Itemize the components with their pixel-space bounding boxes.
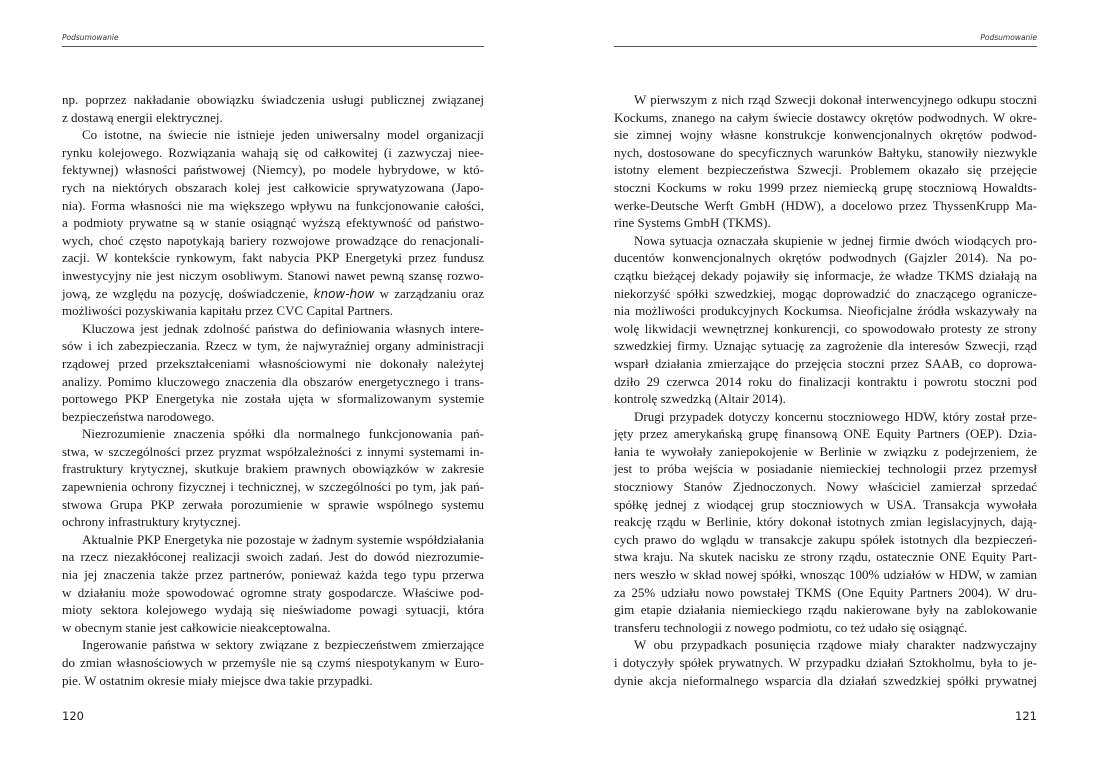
text-line: bezpieczeństwa narodowego. bbox=[62, 408, 215, 424]
body-text bbox=[62, 91, 484, 689]
text-line: na rzecz niezakłóconej realizacji swoich zadań. Jest do dowód niezrozumie- bbox=[62, 549, 484, 565]
text-line: Nowa sytuacja oznaczała skupienie w jednej firmie dwóch wiodących pro- bbox=[634, 232, 1037, 248]
text-line: rych na niektórych obszarach kolej jest całkowicie sprywatyzowana (Japo- bbox=[62, 179, 484, 195]
text-line: np. poprzez nakładanie obowiązku świadczenia usługi publicznej związanej bbox=[62, 92, 484, 107]
text-line: stoczni Kockums w roku 1999 przez niemiecką grupę stoczniową Howaldts- bbox=[614, 179, 1037, 195]
text-line: W obu przypadkach posunięcia rządowe miały charakter nadzwyczajny bbox=[634, 637, 1037, 653]
text-line: gim etapie działania niemieckiego rządu nakierowane były na zablokowanie bbox=[614, 602, 1037, 618]
text-line: z dostawą energii elektrycznej. bbox=[62, 109, 223, 125]
text-line: kontrolę szwedzką (Altair 2014). bbox=[614, 391, 786, 407]
text-line: istotny element bezpieczeństwa Szwecji. Problemem okazało się przejęcie bbox=[614, 162, 1037, 178]
page-number: 120 bbox=[62, 709, 84, 723]
text-line: rządowej przed przekształceniami własnościowymi nie dokonały należytej bbox=[62, 355, 484, 371]
text-line: fektywnej) własności państwowej (Niemcy), po modele hybrydowe, w któ- bbox=[62, 162, 484, 178]
body-text bbox=[614, 91, 1037, 689]
right-page bbox=[614, 0, 1037, 776]
text-line: stwa, w szczególności przez pryzmat współzależności z innymi systemami in- bbox=[62, 443, 484, 459]
text-line: inwestycyjny nie jest niczym osobliwym. Stanowi nawet pewną szansę rozwo- bbox=[62, 267, 484, 283]
text-line: stwa kraju. Na skutek nacisku ze strony rządu, ostatecznie ONE Equity Part- bbox=[614, 549, 1037, 565]
text-line: a podmioty prywatne są w stanie osiągnąć wyższą efektywność od państwo- bbox=[62, 215, 484, 231]
running-head bbox=[614, 33, 1037, 47]
text-line: reakcję rządu w Berlinie, który dokonał istotnych zmian legislacyjnych, dają- bbox=[614, 514, 1037, 530]
text-line: Niezrozumienie znaczenia spółki dla normalnego funkcjonowania pań- bbox=[82, 426, 484, 442]
text-line: rine Systems GmbH (TKMS). bbox=[614, 215, 771, 231]
text-line: łania te wywołały zaniepokojenie w Berlinie w związku z podejrzeniem, że bbox=[614, 443, 1037, 459]
running-head bbox=[62, 33, 484, 47]
text-line: i dotyczyły spółek prywatnych. W przypadku działań Sztokholmu, była to je- bbox=[614, 655, 1037, 670]
text-line: w obecnym stanie jest całkowicie nieakceptowalna. bbox=[62, 619, 331, 635]
text-line: cych prawo do wglądu w transakcje zakupu spółek istotnych dla bezpieczeń- bbox=[614, 531, 1037, 547]
text-line: zacji. W kontekście rynkowym, fakt nabycia PKP Energetyki przez fundusz bbox=[62, 250, 484, 266]
text-line: Co istotne, na świecie nie istnieje jeden uniwersalny model organizacji bbox=[82, 127, 484, 143]
text-line: stoczniowy Stanów Zjednoczonych. Nowy właściciel zamierzał sprzedać bbox=[614, 479, 1037, 495]
text-line: ners weszło w skład nowej spółki, wnosząc 100% udziałów w HDW, w zamian bbox=[614, 567, 1037, 583]
running-head-text: Podsumowanie bbox=[62, 33, 119, 42]
text-line: jęty przez amerykańską grupę finansową ONE Equity Partners (OEP). Dzia- bbox=[614, 426, 1037, 442]
text-line: szwedzkiej firmy. Uznając sytuację za zagrożenie dla interesów Szwecji, rząd bbox=[614, 338, 1037, 354]
text-line: niekorzyść spółki szwedzkiej, mogąc doprowadzić do znaczącego ogranicze- bbox=[614, 285, 1037, 301]
text-line: nia). Forma własności nie ma większego wpływu na funkcjonowanie całości, bbox=[62, 197, 484, 213]
text-line: portowego PKP Energetyka nie została ujęta w sformalizowanym systemie bbox=[62, 391, 484, 407]
text-line: mioty sektora kolejowego wydają się nieświadome powagi sytuacji, która bbox=[62, 602, 484, 618]
text-line: do zmian własnościowych w przemyśle nie są czymś niespotykanym w Euro- bbox=[62, 655, 484, 670]
text-line: Kluczowa jest jednak zdolność państwa do definiowania własnych intere- bbox=[82, 320, 484, 336]
text-line: ochrony infrastruktury krytycznej. bbox=[62, 514, 241, 530]
text-line: nia jej znaczenia także przez partnerów, ponieważ każda tego typu przerwa bbox=[62, 567, 484, 583]
text-line: jest to próba wejścia w posiadanie niemieckiej technologii przez przemysł bbox=[614, 461, 1037, 477]
text-line: pie. W ostatnim okresie miały miejsce dwa takie przypadki. bbox=[62, 672, 373, 688]
text-line: zapewnienia ochrony fizycznej i technicznej, w szczególności po tym, jak pań- bbox=[62, 479, 484, 495]
text-line: możliwości pozyskiwania kapitału przez CVC Capital Partners. bbox=[62, 303, 394, 319]
text-line: W pierwszym z nich rząd Szwecji dokonał interwencyjnego odkupu stoczni bbox=[634, 92, 1037, 107]
text-line: Kockums, znanego na całym świecie dostawcy okrętów podwodnych. W okre- bbox=[614, 109, 1037, 125]
text-line: Ingerowanie państwa w sektory związane z bezpieczeństwem zmierzające bbox=[82, 637, 484, 653]
text-line: za 25% udziału nowo powstałej TKMS (One Equity Partners 2004). W dru- bbox=[614, 584, 1037, 600]
text-line: w działaniu może spowodować ogromne straty gospodarcze. Właściwe pod- bbox=[62, 584, 484, 600]
text-line: rynku kolejowego. Rozwiązania wahają się od całkowitej (i zazwyczaj niee- bbox=[62, 144, 484, 160]
text-line: Aktualnie PKP Energetyka nie pozostaje w żadnym systemie współdziałania bbox=[82, 531, 484, 547]
page-number: 121 bbox=[1015, 709, 1037, 723]
text-line: ducentów konwencjonalnych okrętów podwodnych (Gajzler 2014). Na po- bbox=[614, 250, 1037, 266]
text-line: analizy. Pomimo kluczowego znaczenia dla obszarów energetycznego i trans- bbox=[62, 373, 484, 389]
running-head-text: Podsumowanie bbox=[980, 33, 1037, 42]
text-line: wsparł działania zmierzające do przejęcia stoczni przez SAAB, co doprowa- bbox=[614, 355, 1037, 371]
text-line: wolę likwidacji wewnętrznej konkurencji, co spowodowało protesty ze strony bbox=[614, 320, 1037, 336]
text-line: czątku bieżącej dekady pojawiły się informacje, że władze TKMS działają na bbox=[614, 267, 1037, 283]
text-line: transferu technologii z nowego podmiotu, co też udało się osiągnąć. bbox=[614, 619, 968, 635]
text-line: dziło 29 czerwca 2014 roku do finalizacji kontraktu i powrotu stoczni pod bbox=[614, 373, 1037, 389]
text-line: werke-Deutsche Werft GmbH (HDW), a docelowo przez ThyssenKrupp Ma- bbox=[614, 197, 1037, 213]
text-line: jową, ze względu na pozycję, doświadczenie, know-how w zarządzaniu oraz bbox=[62, 285, 484, 301]
text-line: nia możliwości produkcyjnych Kockumsa. Nieoficjalne źródła wskazywały na bbox=[614, 303, 1037, 319]
text-line: stwowa Grupa PKP zerwała porozumienie w sprawie wspólnego systemu bbox=[62, 496, 484, 512]
text-line: Drugi przypadek dotyczy koncernu stoczniowego HDW, który został prze- bbox=[634, 408, 1037, 424]
left-page bbox=[62, 0, 484, 776]
text-line: dynie akcja nieformalnego wsparcia dla działań szwedzkiej spółki prywatnej bbox=[614, 672, 1037, 688]
text-line: nych, dostosowane do specyficznych warunków Bałtyku, stanowiły niezwykle bbox=[614, 144, 1037, 160]
text-line: sie zimnej wojny własne konstrukcje konwencjonalnych okrętów podwod- bbox=[614, 127, 1037, 143]
text-line: spółkę jednej z wiodącej grup stoczniowych w USA. Transakcja wywołała bbox=[614, 496, 1037, 512]
text-line: frastruktury krytycznej, skutkuje brakiem prawnych obowiązków w zakresie bbox=[62, 461, 484, 477]
text-line: wych, choć często napotykają bariery rozwojowe prowadzące do renacjonali- bbox=[62, 232, 484, 248]
italic-term: know-how bbox=[313, 286, 375, 301]
text-line: sów i ich zabezpieczania. Rzecz w tym, że najwyraźniej organy administracji bbox=[62, 338, 484, 354]
